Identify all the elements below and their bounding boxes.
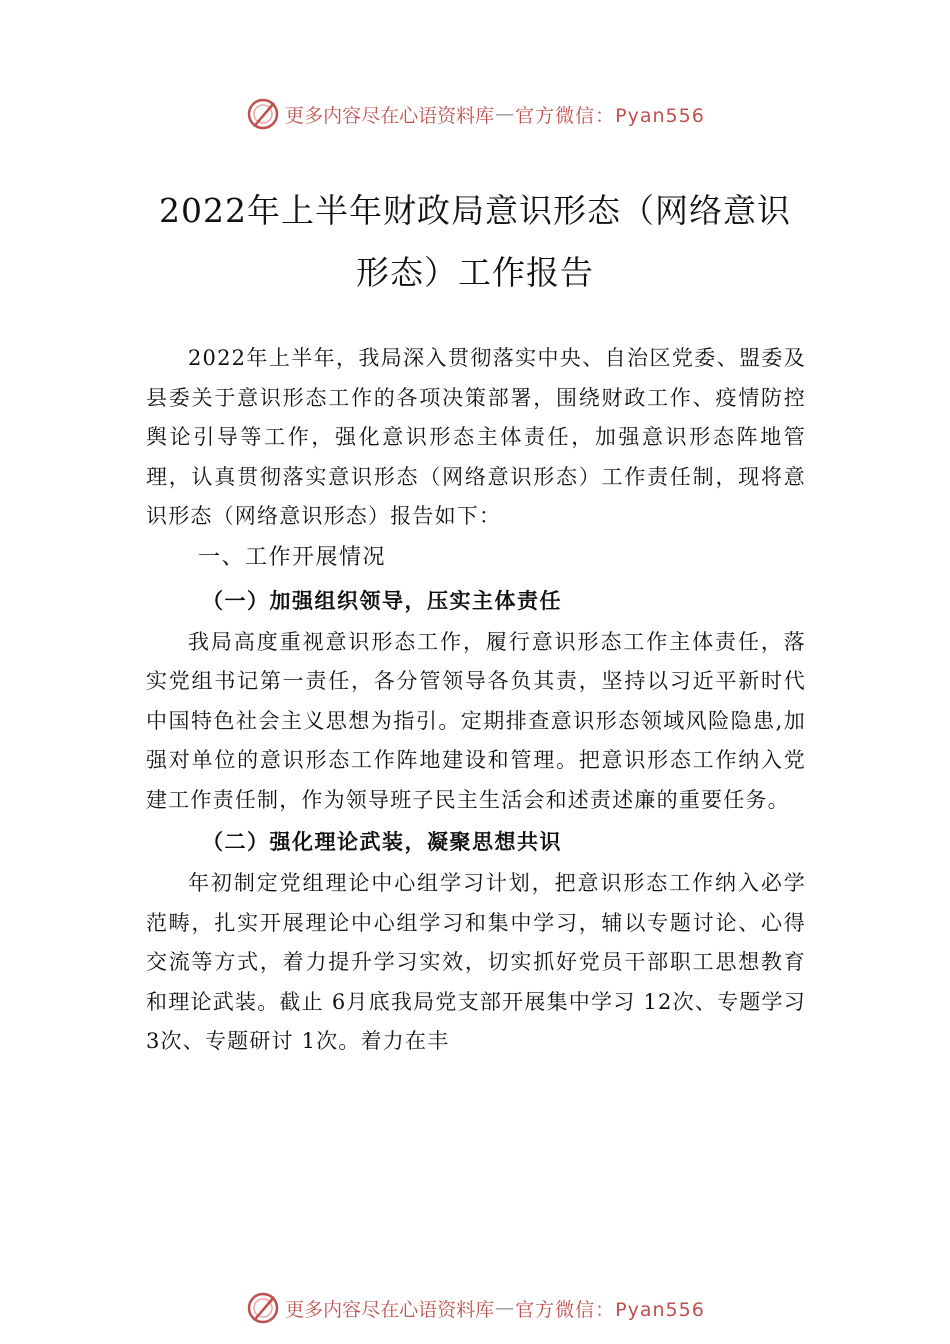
watermark-banner-bottom — [0, 1288, 950, 1328]
quill-logo-icon — [245, 96, 281, 132]
watermark-text: 更多内容尽在心语资料库 — [285, 1298, 495, 1321]
document-title — [130, 180, 820, 304]
intro-paragraph: 2022年上半年，我局深入贯彻落实中央、自治区党委、盟委及县委关于意识形态工作的各项决策部署，围绕财政工作、疫情防控舆论引导等工作，强化意识形态主体责任，加强意识形态阵地管理，认真贯彻落实意识形态（网络意识形态）工作责任制，现将意识形态（网络意识形态）报告如下： — [146, 346, 806, 528]
watermark-wechat: 官方微信：Pyan556 — [515, 1298, 705, 1321]
subsection-heading-1: （一）加强组织领导，压实主体责任 — [202, 587, 562, 613]
section-heading-1: 一、工作开展情况 — [198, 544, 387, 570]
subsection-heading-2: （二）强化理论武装，凝聚思想共识 — [202, 829, 562, 854]
watermark-wechat: 官方微信：Pyan556 — [515, 104, 705, 127]
quill-logo-icon — [245, 1290, 281, 1326]
title-line-1: 2022年上半年财政局意识形态（网络意识 — [159, 191, 791, 230]
watermark-text: 更多内容尽在心语资料库 — [285, 104, 495, 127]
document-body — [146, 339, 806, 1062]
subsection-paragraph-1: 我局高度重视意识形态工作，履行意识形态工作主体责任，落实党组书记第一责任，各分管领导各负其责，坚持以习近平新时代中国特色社会主义思想为指引。定期排查意识形态领域风险隐患,加强对单位的意识形态工作阵地建设和管理。把意识形态工作纳入党建工作责任制，作为领导班子民主生活会和述责述廉的重要任务。 — [146, 629, 806, 812]
title-line-2: 形态）工作报告 — [356, 253, 594, 292]
watermark-banner-top — [0, 94, 950, 134]
subsection-paragraph-2: 年初制定党组理论中心组学习计划，把意识形态工作纳入必学范畴，扎实开展理论中心组学习和集中学习，辅以专题讨论、心得交流等方式，着力提升学习实效，切实抓好党员干部职工思想教育和理论武装。截止 6月底我局党支部开展集中学习 12次、专题学习 3次、专题研讨 1次。着力在丰 — [146, 871, 806, 1053]
watermark-dash: — — [495, 1297, 515, 1319]
watermark-dash: — — [495, 103, 515, 125]
